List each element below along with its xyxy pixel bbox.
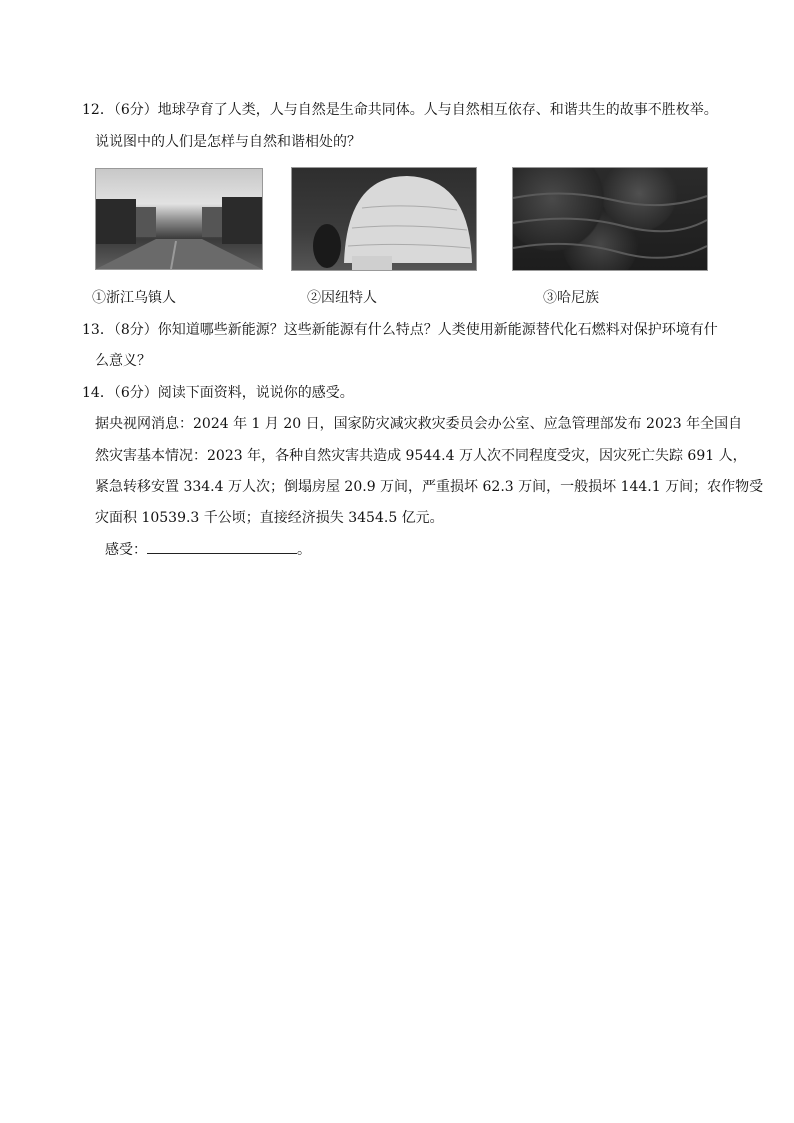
wuzhen-photo <box>95 168 263 270</box>
q14-prompt: 14．（6分）阅读下面资料，说说你的感受。 <box>82 385 354 401</box>
answer-blank[interactable] <box>147 539 297 554</box>
hani-terrace-photo <box>512 167 708 271</box>
wuzhen-illustration <box>96 169 262 269</box>
q12-prompt-line1: 12．（6分）地球孕育了人类，人与自然是生命共同体。人与自然相互依存、和谐共生的故事不胜枚举。 <box>82 102 718 118</box>
igloo-illustration <box>292 168 476 270</box>
inuit-igloo-photo <box>291 167 477 271</box>
caption-inuit: ②因纽特人 <box>307 290 377 306</box>
q13-prompt-line1: 13．（8分）你知道哪些新能源？这些新能源有什么特点？人类使用新能源替代化石燃料对保护环境有什 <box>82 322 718 338</box>
q13-prompt-line2: 么意义？ <box>95 353 151 369</box>
caption-hani: ③哈尼族 <box>543 290 599 306</box>
q14-material-line4: 灾面积 10539.3 千公顷；直接经济损失 3454.5 亿元。 <box>95 510 444 526</box>
caption-wuzhen: ①浙江乌镇人 <box>92 290 176 306</box>
q14-answer-row <box>105 539 311 560</box>
answer-label: 感受： <box>105 542 147 558</box>
q12-prompt-line2: 说说图中的人们是怎样与自然和谐相处的？ <box>95 134 361 150</box>
terrace-illustration <box>513 168 707 270</box>
q14-material-line1: 据央视网消息：2024 年 1 月 20 日，国家防灾减灾救灾委员会办公室、应急管理部发布 2023 年全国自 <box>95 416 743 432</box>
q14-material-line2: 然灾害基本情况：2023 年，各种自然灾害共造成 9544.4 万人次不同程度受灾，因灾死亡失踪 691 人， <box>95 448 747 464</box>
q14-material-line3: 紧急转移安置 334.4 万人次；倒塌房屋 20.9 万间，严重损坏 62.3 万间，一般损坏 144.1 万间；农作物受 <box>95 479 764 495</box>
answer-end: 。 <box>297 542 311 558</box>
